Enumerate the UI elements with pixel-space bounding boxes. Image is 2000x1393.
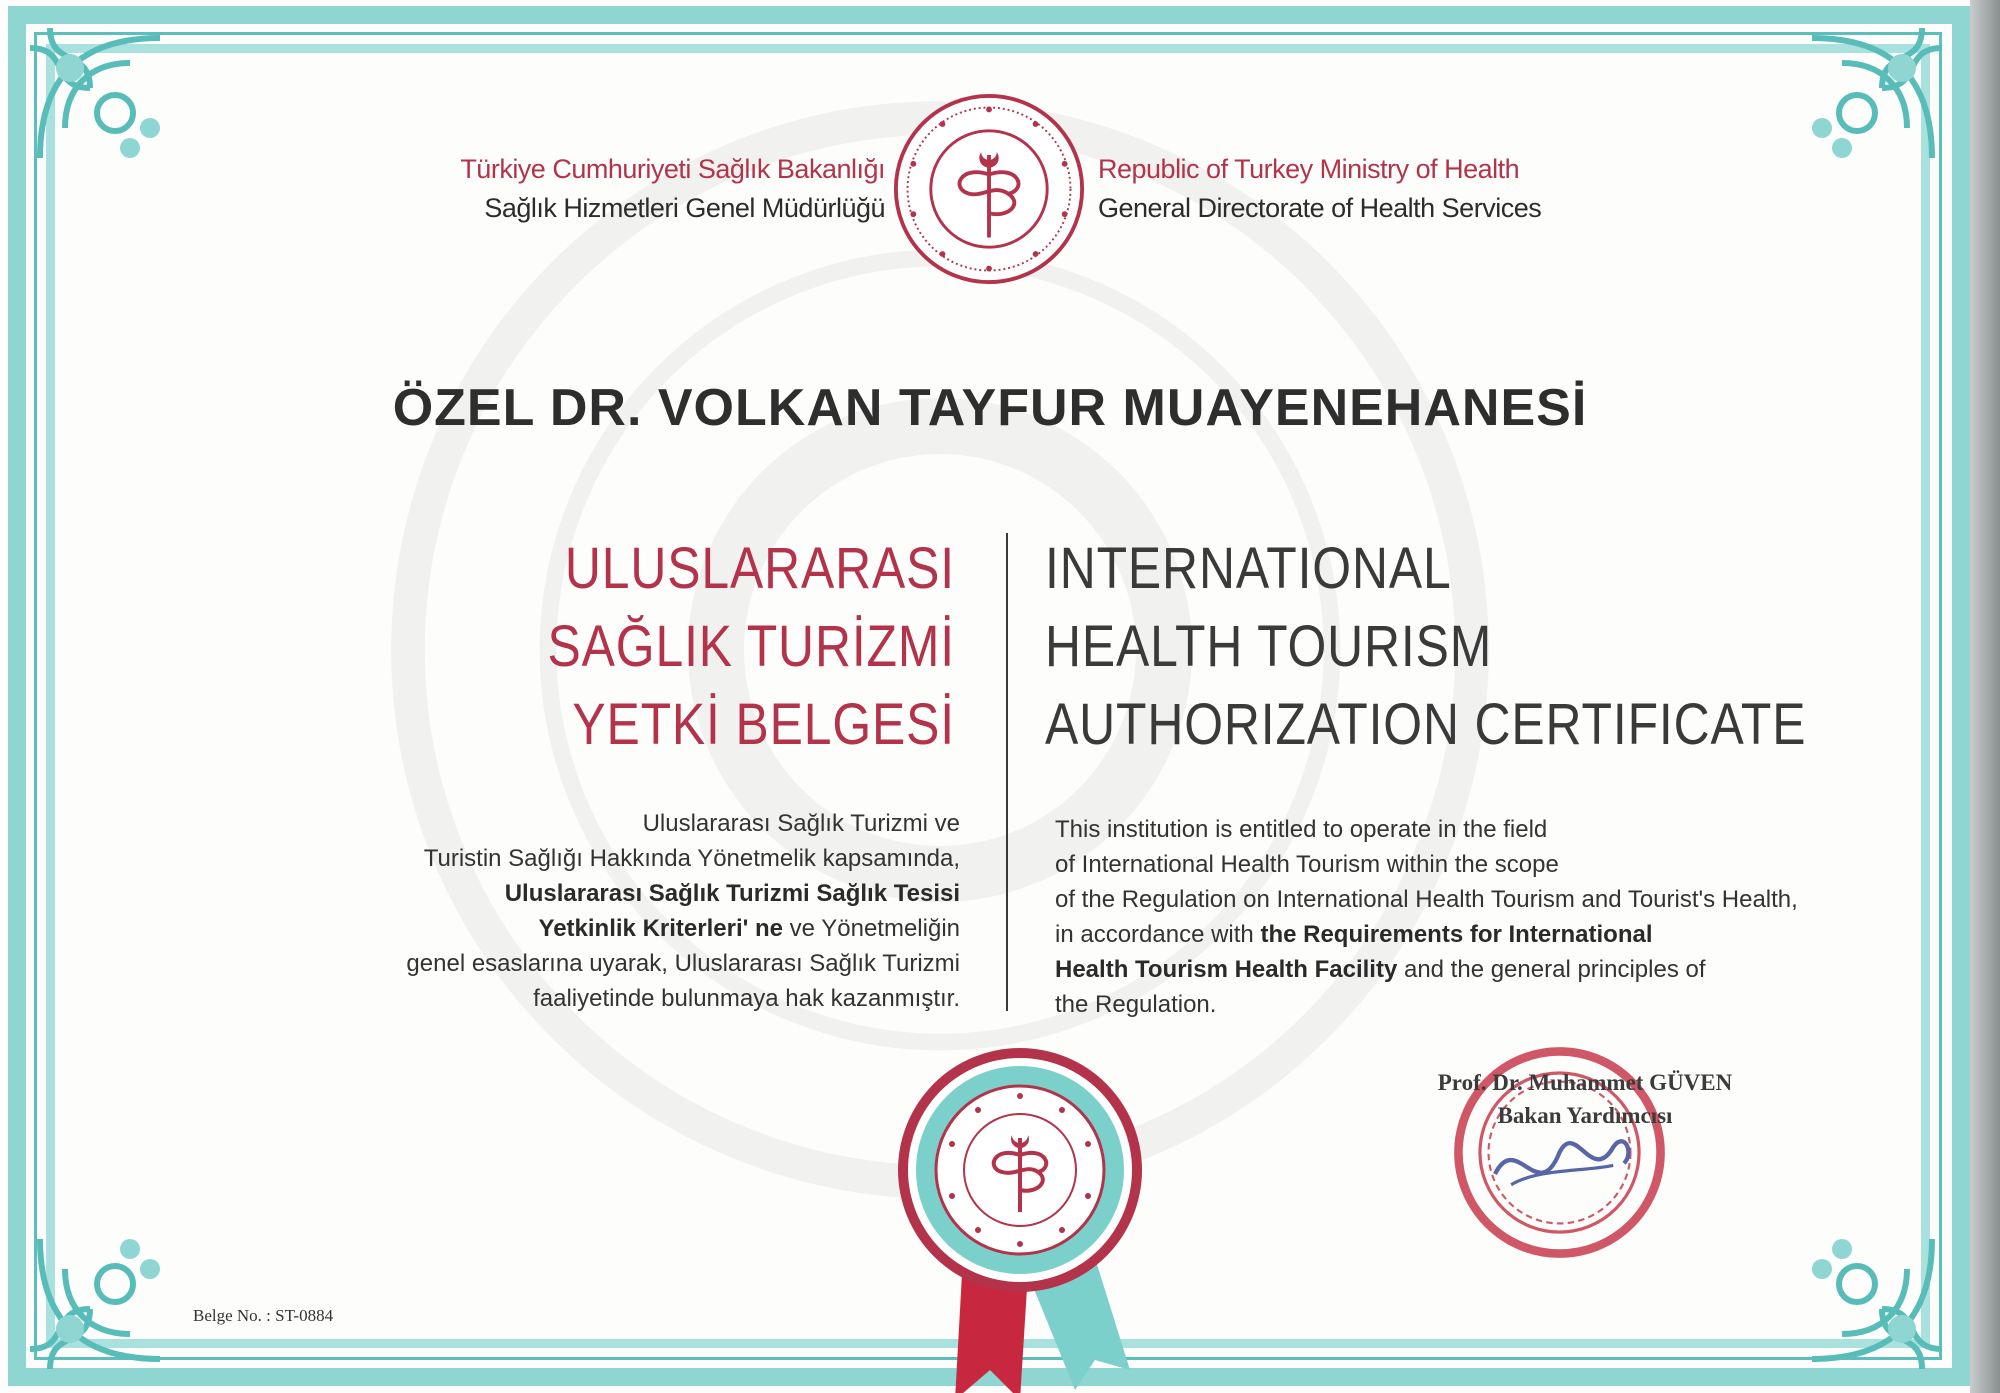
facility-name: ÖZEL DR. VOLKAN TAYFUR MUAYENEHANESİ bbox=[392, 379, 1588, 437]
header-ministry-en: Republic of Turkey Ministry of Health bbox=[1098, 154, 1520, 184]
certificate-title-tr bbox=[478, 530, 955, 764]
body-tr-text: ve Yönetmeliğin bbox=[783, 915, 960, 942]
document-number-label: Belge No. : bbox=[193, 1306, 276, 1325]
column-divider bbox=[1006, 533, 1008, 1011]
body-en-text: in accordance with bbox=[1055, 921, 1261, 948]
rosette-seal-icon bbox=[870, 1040, 1170, 1393]
body-en-line: the Regulation. bbox=[1055, 991, 1217, 1018]
body-tr-line: genel esaslarına uyarak, Uluslararası Sağlık Turizmi bbox=[406, 950, 960, 977]
certificate-title-en bbox=[1045, 530, 1819, 764]
signer-name: Prof. Dr. Muhammet GÜVEN bbox=[1437, 1070, 1733, 1095]
corner-ornament-icon bbox=[1762, 8, 1962, 208]
title-tr-line: ULUSLARARASI bbox=[564, 536, 955, 601]
corner-ornament-icon bbox=[1762, 1189, 1962, 1389]
title-en-line: INTERNATIONAL bbox=[1045, 536, 1452, 601]
body-tr-bold: Yetkinlik Kriterleri' ne bbox=[538, 915, 783, 942]
header-directorate-tr: Sağlık Hizmetleri Genel Müdürlüğü bbox=[484, 193, 885, 223]
header-directorate-en: General Directorate of Health Services bbox=[1098, 193, 1542, 223]
body-text-tr bbox=[320, 806, 960, 1016]
body-en-line: of the Regulation on International Health Tourism and Tourist's Health, bbox=[1055, 886, 1798, 913]
ministry-seal-icon bbox=[892, 92, 1086, 286]
page-edge-shadow bbox=[1970, 0, 2000, 1393]
body-tr-line: faaliyetinde bulunmaya hak kazanmıştır. bbox=[533, 985, 960, 1012]
corner-ornament-icon bbox=[10, 8, 210, 208]
body-en-bold: Health Tourism Health Facility bbox=[1055, 956, 1398, 983]
signer-title: Bakan Yardımcısı bbox=[1497, 1103, 1673, 1128]
body-tr-bold: Uluslararası Sağlık Turizmi Sağlık Tesisi bbox=[504, 880, 960, 907]
corner-ornament-icon bbox=[10, 1189, 210, 1389]
title-tr-line: SAĞLIK TURİZMİ bbox=[547, 614, 955, 679]
body-en-text: and the general principles of bbox=[1397, 956, 1706, 983]
document-number bbox=[193, 1306, 333, 1326]
body-en-line: This institution is entitled to operate in the field bbox=[1055, 816, 1548, 843]
header-ministry-tr: Türkiye Cumhuriyeti Sağlık Bakanlığı bbox=[460, 154, 885, 184]
body-en-bold: the Requirements for International bbox=[1260, 921, 1653, 948]
body-en-line: of International Health Tourism within the scope bbox=[1055, 851, 1559, 878]
title-tr-line: YETKİ BELGESİ bbox=[572, 692, 955, 757]
body-tr-line: Turistin Sağlığı Hakkında Yönetmelik kapsamında, bbox=[423, 845, 960, 872]
body-tr-line: Uluslararası Sağlık Turizmi ve bbox=[642, 810, 960, 837]
body-text-en bbox=[1055, 812, 1935, 1022]
document-number-value: ST-0884 bbox=[275, 1306, 334, 1325]
title-en-line: HEALTH TOURISM bbox=[1045, 614, 1493, 679]
title-en-line: AUTHORIZATION CERTIFICATE bbox=[1045, 692, 1807, 757]
